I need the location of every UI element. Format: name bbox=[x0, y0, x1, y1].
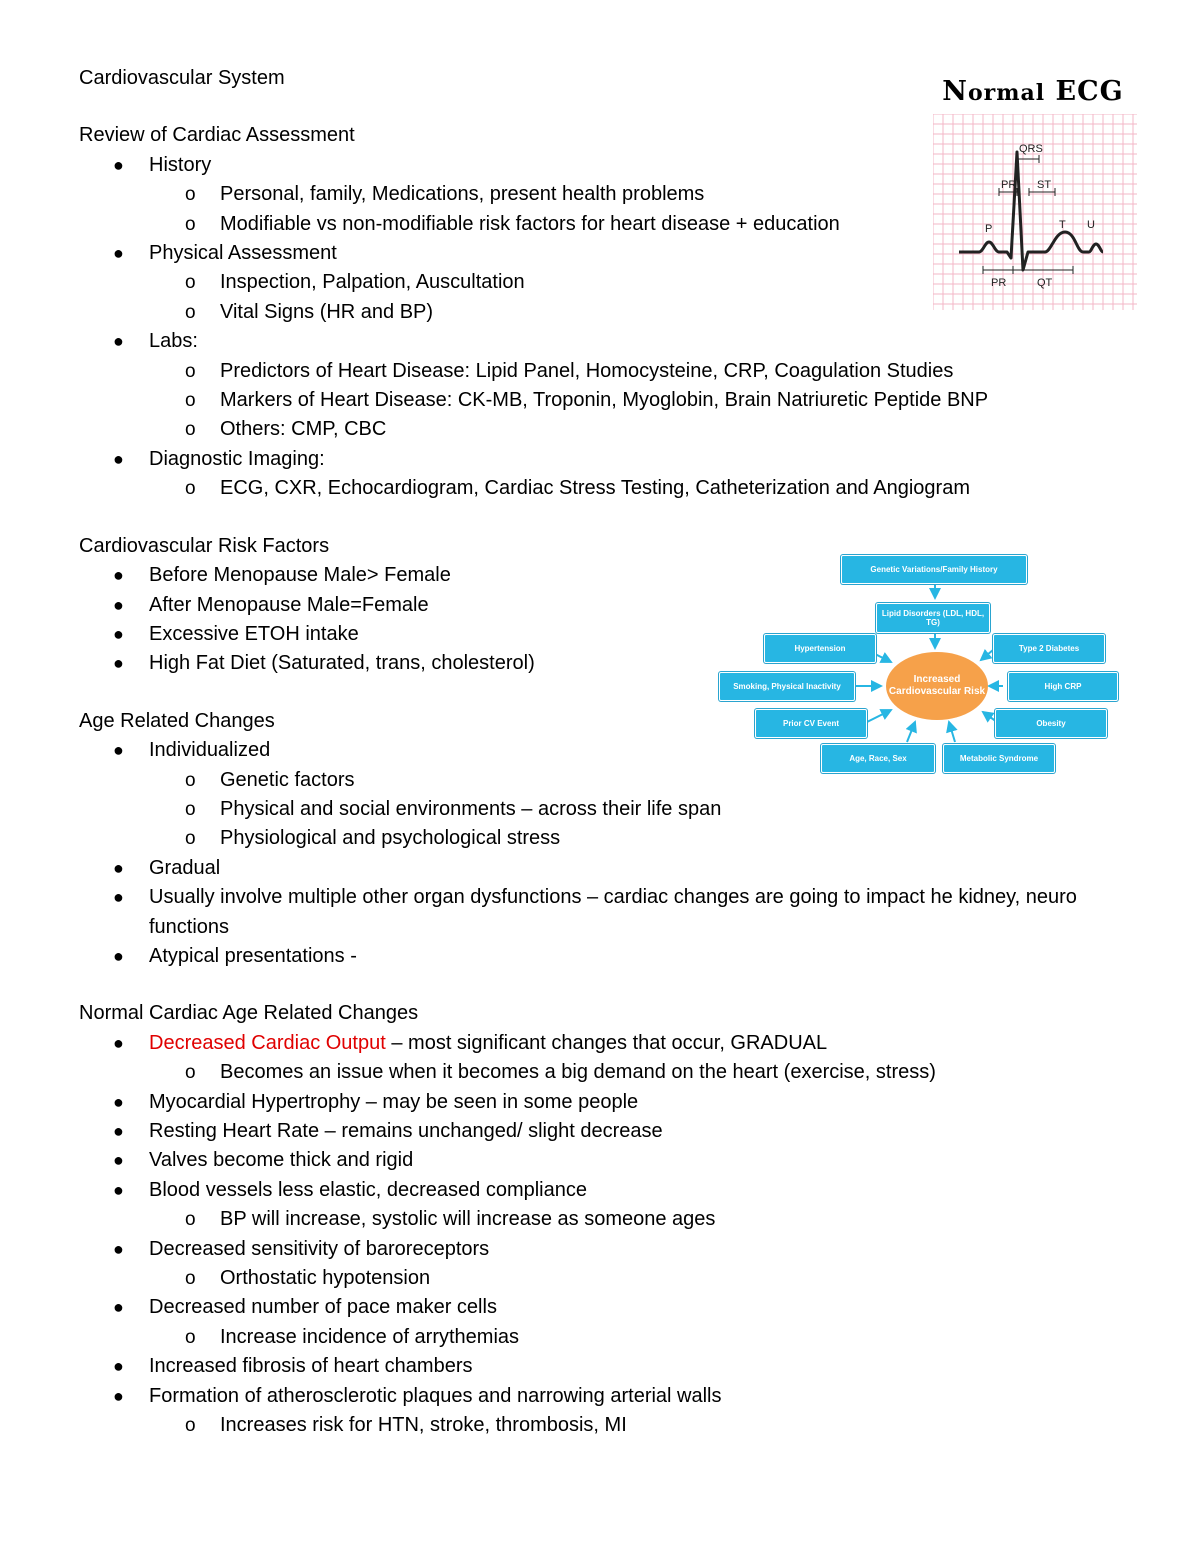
pr-interval-label: PR bbox=[991, 277, 1007, 289]
sub-bullet-icon: o bbox=[185, 301, 196, 323]
factor-obesity: Obesity bbox=[995, 709, 1107, 738]
list-item: ● History bbox=[79, 151, 1139, 180]
list-item: ● Physical Assessment bbox=[79, 239, 1139, 268]
list-item: ● Valves become thick and rigid bbox=[79, 1146, 1139, 1175]
bullet-icon: ● bbox=[113, 1238, 124, 1259]
list-item: ● Individualized bbox=[79, 736, 1139, 765]
bullet-icon: ● bbox=[113, 740, 124, 761]
list-item: ● After Menopause Male=Female bbox=[79, 591, 1139, 620]
bullet-icon: ● bbox=[113, 1179, 124, 1200]
ecg-figure bbox=[933, 74, 1138, 314]
ecg-trace bbox=[959, 152, 1103, 270]
bullet-icon: ● bbox=[113, 565, 124, 586]
list-item: ● Decreased sensitivity of baroreceptors bbox=[79, 1235, 1139, 1264]
list-item: o Physical and social environments – across their life span bbox=[79, 795, 1139, 824]
section-heading-normal-cardiac-changes: Normal Cardiac Age Related Changes bbox=[79, 1002, 419, 1025]
sub-bullet-icon: o bbox=[185, 478, 196, 500]
bullet-icon: ● bbox=[113, 448, 124, 469]
factor-genetic: Genetic Variations/Family History bbox=[841, 555, 1027, 584]
bullet-icon: ● bbox=[113, 594, 124, 615]
risk-factor-diagram bbox=[717, 552, 1121, 774]
section-heading-risk-factors: Cardiovascular Risk Factors bbox=[79, 534, 330, 557]
list-item: ● Resting Heart Rate – remains unchanged/ slight decrease bbox=[79, 1117, 1139, 1146]
factor-metabolic: Metabolic Syndrome bbox=[943, 744, 1055, 773]
bullet-icon: ● bbox=[113, 1032, 124, 1053]
bullet-icon: ● bbox=[113, 653, 124, 674]
list-item: ● Blood vessels less elastic, decreased compliance bbox=[79, 1176, 1139, 1205]
u-wave-label: U bbox=[1087, 219, 1095, 231]
factor-lipid: Lipid Disorders (LDL, HDL, TG) bbox=[876, 603, 990, 633]
list-item: o Markers of Heart Disease: CK-MB, Troponin, Myoglobin, Brain Natriuretic Peptide BNP bbox=[79, 386, 1139, 415]
list-item: o Increases risk for HTN, stroke, thrombosis, MI bbox=[79, 1411, 1139, 1440]
sub-bullet-icon: o bbox=[185, 769, 196, 791]
section-heading-age-related-changes: Age Related Changes bbox=[79, 709, 275, 732]
sub-bullet-icon: o bbox=[185, 390, 196, 412]
list-item: o Predictors of Heart Disease: Lipid Panel, Homocysteine, CRP, Coagulation Studies bbox=[79, 357, 1139, 386]
sub-bullet-icon: o bbox=[185, 1062, 196, 1084]
bullet-icon: ● bbox=[113, 1150, 124, 1171]
document-title: Cardiovascular System bbox=[79, 67, 285, 89]
t-wave-label: T bbox=[1059, 219, 1066, 231]
bullet-icon: ● bbox=[113, 1091, 124, 1112]
sub-bullet-icon: o bbox=[185, 1209, 196, 1231]
list-item: ● Labs: bbox=[79, 327, 1139, 356]
list-item: o Genetic factors bbox=[79, 766, 1139, 795]
list-item: ● Increased fibrosis of heart chambers bbox=[79, 1352, 1139, 1381]
list-item: o Physiological and psychological stress bbox=[79, 824, 1139, 853]
arrow-prior-cv bbox=[867, 710, 891, 722]
list-item: o Increase incidence of arrythemias bbox=[79, 1323, 1139, 1352]
list-item: ● Decreased Cardiac Output – most significant changes that occur, GRADUAL bbox=[79, 1029, 1139, 1058]
factor-age: Age, Race, Sex bbox=[821, 744, 935, 773]
list-item: o Orthostatic hypotension bbox=[79, 1264, 1139, 1293]
pr-segment-label: PR bbox=[1001, 179, 1017, 191]
list-item: o Inspection, Palpation, Auscultation bbox=[79, 268, 1139, 297]
factor-crp: High CRP bbox=[1008, 672, 1118, 701]
list-item: ● Before Menopause Male> Female bbox=[79, 561, 1139, 590]
list-item: ● Gradual bbox=[79, 854, 1139, 883]
list-item: ● Diagnostic Imaging: bbox=[79, 445, 1139, 474]
list-item: ● Myocardial Hypertrophy – may be seen in some people bbox=[79, 1088, 1139, 1117]
sub-bullet-icon: o bbox=[185, 1268, 196, 1290]
factor-diabetes: Type 2 Diabetes bbox=[993, 634, 1105, 663]
qrs-label: QRS bbox=[1019, 143, 1043, 155]
list-item: ● Excessive ETOH intake bbox=[79, 620, 1139, 649]
section-heading-cardiac-assessment: Review of Cardiac Assessment bbox=[79, 124, 355, 147]
bullet-icon: ● bbox=[113, 623, 124, 644]
arrow-diabetes bbox=[981, 650, 993, 660]
factor-hypertension: Hypertension bbox=[764, 634, 876, 663]
sub-bullet-icon: o bbox=[185, 184, 196, 206]
sub-bullet-icon: o bbox=[185, 828, 196, 850]
factor-smoking: Smoking, Physical Inactivity bbox=[719, 672, 855, 701]
sub-bullet-icon: o bbox=[185, 798, 196, 820]
factor-prior-cv: Prior CV Event bbox=[755, 709, 867, 738]
st-segment-label: ST bbox=[1037, 179, 1052, 191]
bullet-icon: ● bbox=[113, 887, 124, 908]
sub-bullet-icon: o bbox=[185, 213, 196, 235]
arrow-age bbox=[907, 722, 915, 742]
list-item: ● High Fat Diet (Saturated, trans, cholesterol) bbox=[79, 649, 1139, 678]
sub-bullet-icon: o bbox=[185, 419, 196, 441]
bullet-icon: ● bbox=[113, 945, 124, 966]
bullet-icon: ● bbox=[113, 1385, 124, 1406]
bullet-icon: ● bbox=[113, 1121, 124, 1141]
list-item: ● Decreased number of pace maker cells bbox=[79, 1293, 1139, 1322]
bullet-icon: ● bbox=[113, 1356, 124, 1377]
list-item: o ECG, CXR, Echocardiogram, Cardiac Stress Testing, Catheterization and Angiogram bbox=[79, 474, 1139, 503]
center-risk-node: Increased Cardiovascular Risk bbox=[886, 652, 988, 720]
list-item: ● Atypical presentations - bbox=[79, 942, 1139, 971]
list-item: ● Usually involve multiple other organ dysfunctions – cardiac changes are going to impact he kidney, neuro functions bbox=[79, 883, 1139, 942]
list-item: o Modifiable vs non-modifiable risk factors for heart disease + education bbox=[79, 210, 1139, 239]
list-item: o Vital Signs (HR and BP) bbox=[79, 298, 1139, 327]
bullet-icon: ● bbox=[113, 857, 124, 878]
sub-bullet-icon: o bbox=[185, 272, 196, 294]
list-item: o BP will increase, systolic will increase as someone ages bbox=[79, 1205, 1139, 1234]
sub-bullet-icon: o bbox=[185, 1326, 196, 1348]
qt-interval-label: QT bbox=[1037, 277, 1053, 289]
highlighted-term: Decreased Cardiac Output bbox=[149, 1031, 386, 1054]
bullet-icon: ● bbox=[113, 243, 124, 264]
sub-bullet-icon: o bbox=[185, 1415, 196, 1437]
list-item: o Becomes an issue when it becomes a big demand on the heart (exercise, stress) bbox=[79, 1058, 1139, 1087]
list-item: o Personal, family, Medications, present health problems bbox=[79, 180, 1139, 209]
bullet-icon: ● bbox=[113, 1297, 124, 1318]
p-wave-label: P bbox=[985, 223, 993, 235]
arrow-metabolic bbox=[949, 722, 955, 742]
ecg-grid-chart bbox=[933, 114, 1138, 314]
sub-bullet-icon: o bbox=[185, 360, 196, 382]
ecg-title: Normal ECG bbox=[942, 76, 1124, 107]
list-item: ● Formation of atherosclerotic plaques and narrowing arterial walls bbox=[79, 1382, 1139, 1411]
bullet-icon: ● bbox=[113, 154, 124, 175]
list-item: o Others: CMP, CBC bbox=[79, 415, 1139, 444]
bullet-icon: ● bbox=[113, 331, 124, 352]
